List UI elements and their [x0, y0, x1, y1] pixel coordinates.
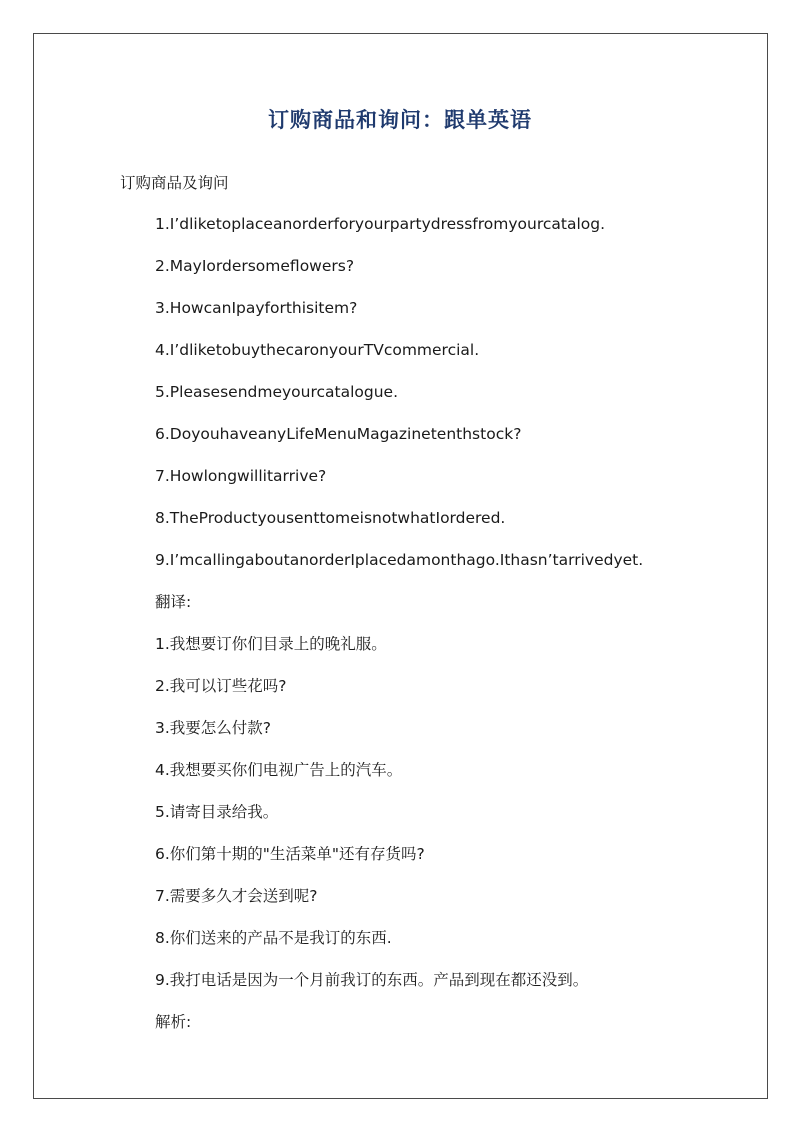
text-line: 7.Howlongwillitarrive?: [155, 467, 327, 485]
text-line: 9.我打电话是因为一个月前我订的东西。产品到现在都还没到。: [155, 971, 589, 989]
text-line: 3.HowcanIpayforthisitem?: [155, 299, 358, 317]
text-line: 6.DoyouhaveanyLifeMenuMagazinetenthstock?: [155, 425, 522, 443]
text-line: 9.I’mcallingaboutanorderIplacedamonthago.Ithasn’tarrivedyet.: [155, 551, 644, 569]
text-line: 5.Pleasesendmeyourcatalogue.: [155, 383, 399, 401]
text-line: 8.你们送来的产品不是我订的东西.: [155, 929, 392, 947]
content-lines: [155, 214, 643, 1054]
text-line: 4.I’dliketobuythecaronyourTVcommercial.: [155, 341, 480, 359]
text-line: 1.I’dliketoplaceanorderforyourpartydressfromyourcatalog.: [155, 215, 606, 233]
analysis-heading: 解析:: [155, 1013, 192, 1031]
translation-heading: 翻译:: [155, 593, 192, 611]
text-line: 4.我想要买你们电视广告上的汽车。: [155, 761, 403, 779]
document-title: 订购商品和询问：跟单英语: [268, 108, 532, 132]
text-line: 2.我可以订些花吗?: [155, 677, 287, 695]
section-heading: 订购商品及询问: [120, 174, 229, 192]
text-line: 8.TheProductyousenttomeisnotwhatIordered.: [155, 509, 506, 527]
text-line: 3.我要怎么付款?: [155, 719, 272, 737]
text-line: 5.请寄目录给我。: [155, 803, 279, 821]
text-line: 2.MayIordersomeflowers?: [155, 257, 355, 275]
text-line: 1.我想要订你们目录上的晚礼服。: [155, 635, 387, 653]
text-line: 6.你们第十期的"生活菜单"还有存货吗?: [155, 845, 425, 863]
text-line: 7.需要多久才会送到呢?: [155, 887, 318, 905]
